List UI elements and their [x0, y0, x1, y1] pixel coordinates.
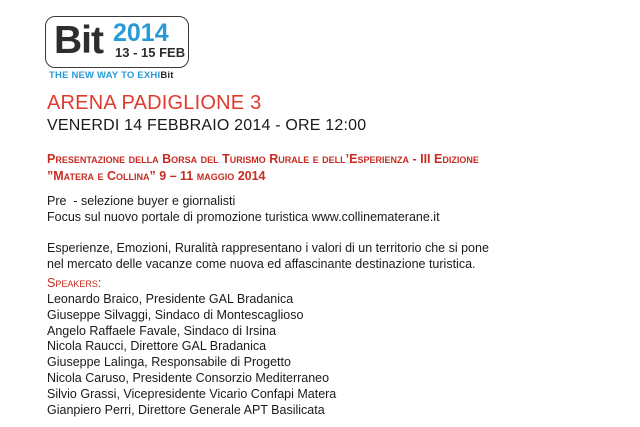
- description-line-1: Esperienze, Emozioni, Ruralità rappresentano i valori di un territorio che si pone: [47, 241, 489, 255]
- info-line-1: Pre - selezione buyer e giornalisti: [47, 194, 236, 208]
- bit-logo: [45, 16, 189, 68]
- logo-tagline: [49, 70, 174, 81]
- presentation-line-1: Presentazione della Borsa del Turismo Rurale e dell’Esperienza - III Edizione: [47, 152, 479, 166]
- speaker-item: Nicola Caruso, Presidente Consorzio Mediterraneo: [47, 370, 330, 385]
- info-line-2: Focus sul nuovo portale di promozione turistica www.collinematerane.it: [47, 210, 440, 224]
- venue-title: ARENA PADIGLIONE 3: [47, 92, 262, 114]
- logo-brand: Bit: [54, 19, 103, 62]
- speaker-item: Leonardo Braico, Presidente GAL Bradanica: [47, 292, 294, 306]
- presentation-line-2: ”Matera e Collina” 9 – 11 maggio 2014: [47, 169, 266, 183]
- presentation-title: [47, 151, 479, 185]
- description-block: [47, 240, 489, 272]
- speaker-item: Giuseppe Lalinga, Responsabile di Progetto: [47, 355, 291, 370]
- speaker-item: Giuseppe Silvaggi, Sindaco di Montescaglioso: [47, 307, 304, 322]
- speakers-heading: Speakers:: [47, 276, 102, 290]
- tagline-suffix: Bit: [160, 70, 174, 81]
- speaker-item: Gianpiero Perri, Direttore Generale APT Basilicata: [47, 402, 325, 417]
- speakers-list: [47, 292, 336, 418]
- description-line-2: nel mercato delle vacanze come nuova ed affascinante destinazione turistica.: [47, 257, 476, 271]
- speaker-item: Silvio Grassi, Vicepresidente Vicario Confapi Matera: [47, 386, 337, 401]
- event-datetime: VENERDI 14 FEBBRAIO 2014 - ORE 12:00: [47, 117, 367, 134]
- info-block: [47, 193, 440, 225]
- logo-year: 2014: [113, 19, 169, 47]
- logo-dates: 13 - 15 FEB: [115, 45, 186, 60]
- tagline-prefix: THE NEW WAY TO EXHI: [49, 70, 161, 81]
- speaker-item: Nicola Raucci, Direttore GAL Bradanica: [47, 339, 267, 354]
- speaker-item: Angelo Raffaele Favale, Sindaco di Irsina: [47, 323, 277, 338]
